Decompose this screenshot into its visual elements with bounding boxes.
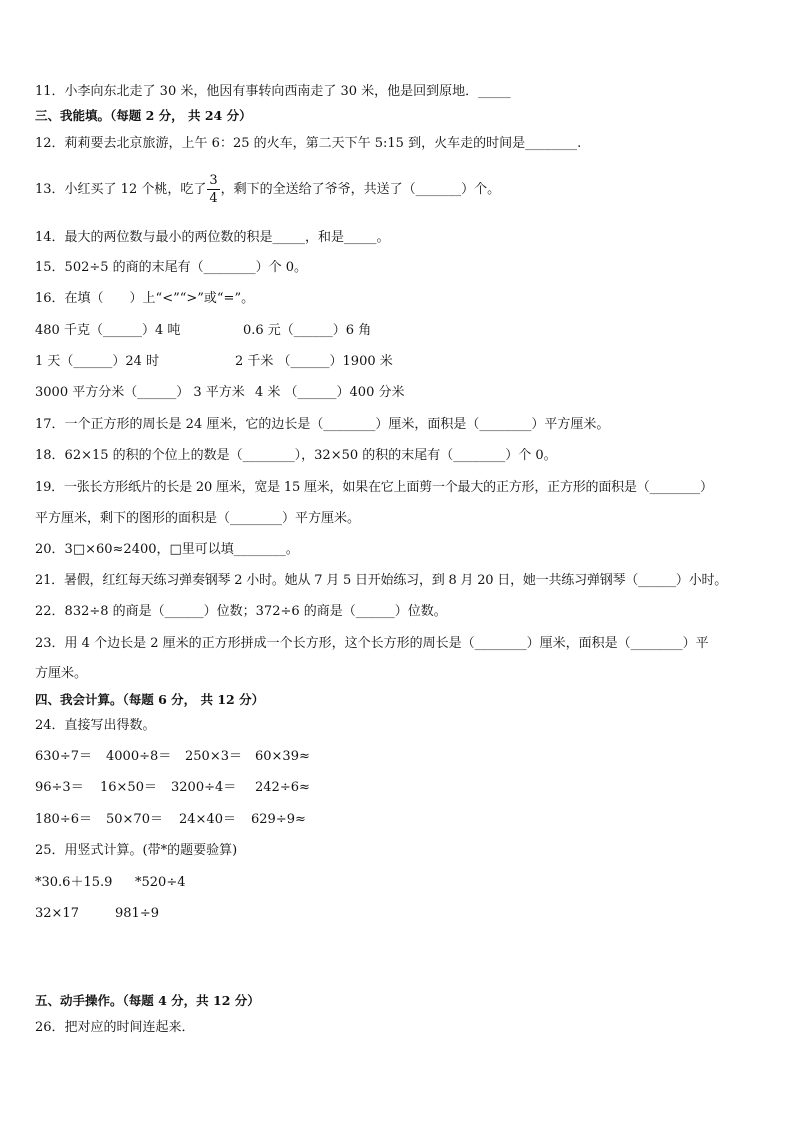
compare-item: 2 千米 （______）1900 米 xyxy=(235,354,393,369)
vertical-calc-row-2 xyxy=(35,905,764,923)
compare-item: 3000 平方分米（______） 3 平方米 xyxy=(35,385,245,400)
question-23-line-1: 23．用 4 个边长是 2 厘米的正方形拼成一个长方形，这个长方形的周长是（________）厘米，面积是（________）平 xyxy=(35,636,709,651)
question-13-text-after: ，剩下的全送给了爷爷，共送了（_______）个。 xyxy=(220,182,501,197)
compare-item: 4 米 （______）400 分米 xyxy=(255,385,405,400)
compare-row-3 xyxy=(35,384,764,402)
calc-item: 180÷6＝ xyxy=(35,812,92,827)
compare-item: 480 千克（______）4 吨 xyxy=(35,323,181,338)
question-15: 15．502÷5 的商的末尾有（________）个 0。 xyxy=(35,260,308,275)
question-12: 12．莉莉要去北京旅游，上午 6：25 的火车，第二天下午 5:15 到，火车走的时间是________. xyxy=(35,136,582,151)
calc-row-2 xyxy=(35,779,764,797)
calc-row-1 xyxy=(35,748,764,766)
section-5-heading: 五、动手操作。（每题 4 分，共 12 分） xyxy=(35,993,260,1008)
question-13 xyxy=(35,170,764,210)
calc-item: 50×70＝ xyxy=(106,812,163,827)
compare-item: 0.6 元（______）6 角 xyxy=(243,323,372,338)
fraction-denominator: 4 xyxy=(209,191,218,206)
compare-item: 1 天（______）24 时 xyxy=(35,354,160,369)
question-23-line-2: 方厘米。 xyxy=(35,666,88,681)
question-19-line-1: 19．一张长方形纸片的长是 20 厘米，宽是 15 厘米，如果在它上面剪一个最大的正方形，正方形的面积是（________） xyxy=(35,480,713,495)
question-16: 16．在填（ ）上“<”“>”或“=”。 xyxy=(35,291,255,306)
question-11: 11．小李向东北走了 30 米，他因有事转向西南走了 30 米，他是回到原地．_____ xyxy=(35,84,511,99)
question-24: 24．直接写出得数。 xyxy=(35,718,156,733)
calc-item: 250×3＝ xyxy=(185,749,242,764)
vertical-calc-item: 981÷9 xyxy=(115,906,159,921)
calc-item: 16×50＝ xyxy=(100,780,157,795)
question-14: 14．最大的两位数与最小的两位数的积是_____，和是_____。 xyxy=(35,230,390,245)
section-3-heading: 三、我能填。（每题 2 分， 共 24 分） xyxy=(35,108,252,123)
calc-item: 4000÷8＝ xyxy=(106,749,172,764)
vertical-calc-item: *520÷4 xyxy=(135,875,186,890)
question-17: 17．一个正方形的周长是 24 厘米，它的边长是（________）厘米，面积是（________）平方厘米。 xyxy=(35,417,610,432)
fraction-numerator: 3 xyxy=(209,173,218,188)
calc-item: 60×39≈ xyxy=(255,749,310,764)
question-22: 22．832÷8 的商是（______）位数；372÷6 的商是（______）位数。 xyxy=(35,604,447,619)
calc-row-3 xyxy=(35,811,764,829)
calc-item: 630÷7＝ xyxy=(35,749,92,764)
section-4-heading: 四、我会计算。（每题 6 分， 共 12 分） xyxy=(35,692,265,707)
vertical-calc-item: 32×17 xyxy=(35,906,79,921)
compare-row-1 xyxy=(35,322,764,340)
vertical-calc-item: *30.6＋15.9 xyxy=(35,875,113,890)
compare-row-2 xyxy=(35,353,764,371)
calc-item: 96÷3＝ xyxy=(35,780,84,795)
calc-item: 629÷9≈ xyxy=(251,812,306,827)
question-20: 20．3□×60≈2400，□里可以填________。 xyxy=(35,542,299,557)
question-19-line-2: 平方厘米，剩下的图形的面积是（________）平方厘米。 xyxy=(35,511,361,526)
question-13-text-before: 13．小红买了 12 个桃，吃了 xyxy=(35,182,207,197)
calc-item: 3200÷4＝ xyxy=(171,780,237,795)
question-25: 25．用竖式计算。(带*的题要验算) xyxy=(35,843,238,858)
question-18: 18．62×15 的积的个位上的数是（________），32×50 的积的末尾有（________）个 0。 xyxy=(35,448,557,463)
question-26: 26．把对应的时间连起来． xyxy=(35,1020,195,1035)
calc-item: 24×40＝ xyxy=(179,812,236,827)
vertical-calc-row-1 xyxy=(35,874,764,892)
calc-item: 242÷6≈ xyxy=(255,780,310,795)
fraction-three-quarters xyxy=(207,172,219,207)
question-21: 21．暑假，红红每天练习弹奏钢琴 2 小时。她从 7 月 5 日开始练习，到 8 月 20 日，她一共练习弹钢琴（______）小时。 xyxy=(35,573,728,588)
